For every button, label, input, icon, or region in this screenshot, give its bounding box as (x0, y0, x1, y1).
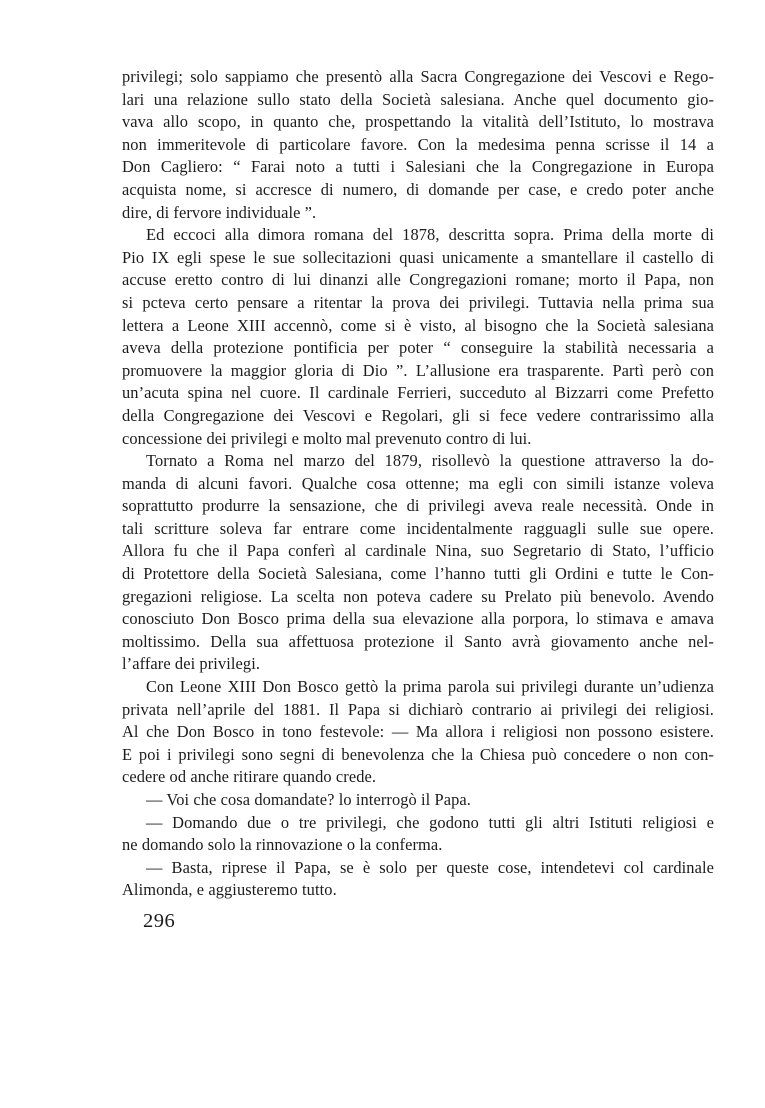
text-line: — Basta, riprese il Papa, se è solo per queste cose, intendetevi col cardinale (146, 857, 714, 877)
paragraph (122, 66, 714, 224)
text-line: lettera a Leone XIII accennò, come si è visto, al bisogno che la Società salesiana (122, 315, 714, 335)
text-line: di Protettore della Società Salesiana, come l’hanno tutti gli Ordini e tutte le Con- (122, 564, 714, 584)
text-line: Don Cagliero: “ Farai noto a tutti i Salesiani che la Congregazione in Europa (122, 157, 714, 177)
text-line: manda di alcuni favori. Qualche cosa ottenne; ma egli con simili istanze voleva (122, 473, 714, 493)
text-line: soprattutto produrre la sensazione, che di privilegi aveva reale necessità. Onde in (122, 496, 714, 516)
text-line: un’acuta spina nel cuore. Il cardinale Ferrieri, succeduto al Bizzarri come Prefetto (122, 383, 714, 403)
text-line: privata nell’aprile del 1881. Il Papa si dichiarò contrario ai privilegi dei religiosi. (122, 699, 714, 719)
text-line: lari una relazione sullo stato della Società salesiana. Anche quel documento gio- (122, 89, 714, 109)
paragraph (122, 450, 714, 676)
text-line: Alimonda, e aggiusteremo tutto. (122, 880, 337, 900)
paragraph (122, 857, 714, 902)
text-line: della Congregazione dei Vescovi e Regolari, gli si fece vedere contrarissimo alla (122, 405, 714, 425)
page-number: 296 (143, 910, 176, 932)
text-line: tali scritture soleva far entrare come incidentalmente ragguagli sulle sue opere. (122, 518, 714, 538)
paragraph (122, 224, 714, 450)
text-line: acquista nome, si accresce di numero, di domande per case, e credo poter anche (122, 179, 714, 199)
text-line: dire, di fervore individuale ”. (122, 202, 317, 222)
text-line: conosciuto Don Bosco prima della sua elevazione alla porpora, lo stimava e amava (122, 609, 714, 629)
text-line: Tornato a Roma nel marzo del 1879, risollevò la questione attraverso la do- (146, 451, 714, 471)
text-line: privilegi; solo sappiamo che presentò alla Sacra Congregazione dei Vescovi e Rego- (122, 67, 714, 86)
text-line: promuovere la maggior gloria di Dio ”. L’allusione era trasparente. Partì però con (122, 360, 714, 380)
text-line: Al che Don Bosco in tono festevole: — Ma allora i religiosi non possono esistere. (122, 722, 714, 742)
text-line: si pcteva certo pensare a ritentar la prova dei privilegi. Tuttavia nella prima sua (122, 292, 714, 312)
text-line: moltissimo. Della sua affettuosa protezione il Santo avrà giovamento anche nel- (122, 631, 714, 651)
text-block (122, 66, 714, 902)
text-line: accuse eretto contro di lui dinanzi alle Congregazioni romane; morto il Papa, non (122, 270, 714, 290)
text-line: cedere od anche ritirare quando crede. (122, 767, 377, 787)
text-line: vava allo scopo, in quanto che, prospettando la vitalità dell’Istituto, lo mostrava (122, 112, 714, 132)
text-line: — Domando due o tre privilegi, che godono tutti gli altri Istituti religiosi e (146, 812, 714, 832)
paragraph (122, 676, 714, 789)
text-line: E poi i privilegi sono segni di benevolenza che la Chiesa può concedere o non con- (122, 744, 714, 764)
text-line: Allora fu che il Papa conferì al cardinale Nina, suo Segretario di Stato, l’ufficio (122, 541, 714, 561)
text-line: l’affare dei privilegi. (122, 654, 261, 674)
text-line: ne domando solo la rinnovazione o la conferma. (122, 835, 443, 855)
text-line: aveva della protezione pontificia per poter “ conseguire la stabilità necessaria a (122, 338, 714, 358)
text-line: Con Leone XIII Don Bosco gettò la prima parola sui privilegi durante un’udienza (146, 677, 714, 697)
text-line: gregazioni religiose. La scelta non poteva cadere su Prelato più benevolo. Avendo (122, 586, 714, 606)
text-line: — Voi che cosa domandate? lo interrogò il Papa. (146, 790, 471, 809)
text-line: concessione dei privilegi e molto mal prevenuto contro di lui. (122, 428, 532, 448)
text-line: Ed eccoci alla dimora romana del 1878, descritta sopra. Prima della morte di (146, 225, 714, 245)
text-line: Pio IX egli spese le sue sollecitazioni quasi unicamente a smantellare il castello di (122, 247, 714, 267)
paragraph (122, 789, 714, 812)
text-line: non immeritevole di particolare favore. Con la medesima penna scrisse il 14 a (122, 134, 714, 154)
paragraph (122, 812, 714, 857)
